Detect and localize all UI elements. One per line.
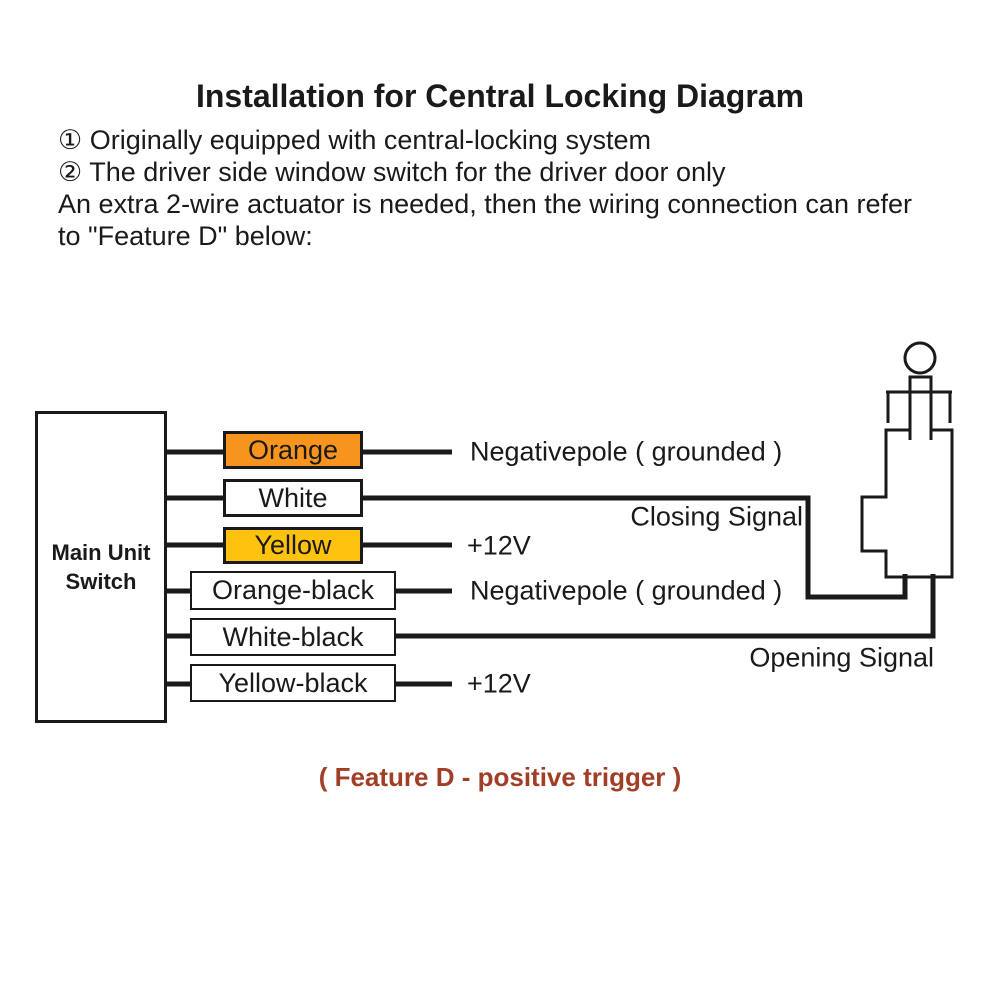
annotation-closing-signal: Closing Signal [630,501,803,532]
page-title: Installation for Central Locking Diagram [195,78,805,114]
wire-box-yellow-black [190,664,396,702]
actuator-body [862,430,952,577]
wire-box-orange-black [190,571,396,610]
note-line-1: ① Originally equipped with central-locking system [58,125,651,155]
main-unit-label-line1: Main Unit [51,540,151,565]
wire-box-white-black [190,618,396,656]
wire-box-white-black-label: White-black [222,621,364,652]
annotation-negativepole-grounded-1: Negativepole ( grounded ) [470,436,783,467]
main-unit-label-line2: Switch [65,569,137,594]
feature-caption: ( Feature D - positive trigger ) [318,762,682,792]
wire-box-yellow [223,527,363,564]
actuator-knob [905,343,935,373]
main-unit-switch-box [35,411,167,723]
annotation-opening-signal: Opening Signal [749,642,934,673]
wire-box-yellow-black-label: Yellow-black [218,667,368,698]
annotation-plus-12v-1: +12V [467,530,531,561]
wire-box-orange-black-label: Orange-black [211,575,375,605]
wire-box-orange-label: Orange [247,434,339,465]
annotation-plus-12v-2: +12V [467,668,531,699]
wire-box-white-label: White [258,482,328,513]
note-line-4: to "Feature D" below: [58,221,313,251]
wire-box-yellow-label: Yellow [254,530,332,560]
actuator-icon [862,343,952,577]
actuator-neck [910,377,931,440]
annotation-negativepole-grounded-2: Negativepole ( grounded ) [470,575,783,606]
note-line-2: ② The driver side window switch for the driver door only [58,157,726,187]
note-line-3: An extra 2-wire actuator is needed, then the wiring connection can refer [58,189,912,219]
wire-box-white [223,479,363,517]
wire-box-orange [223,431,363,469]
